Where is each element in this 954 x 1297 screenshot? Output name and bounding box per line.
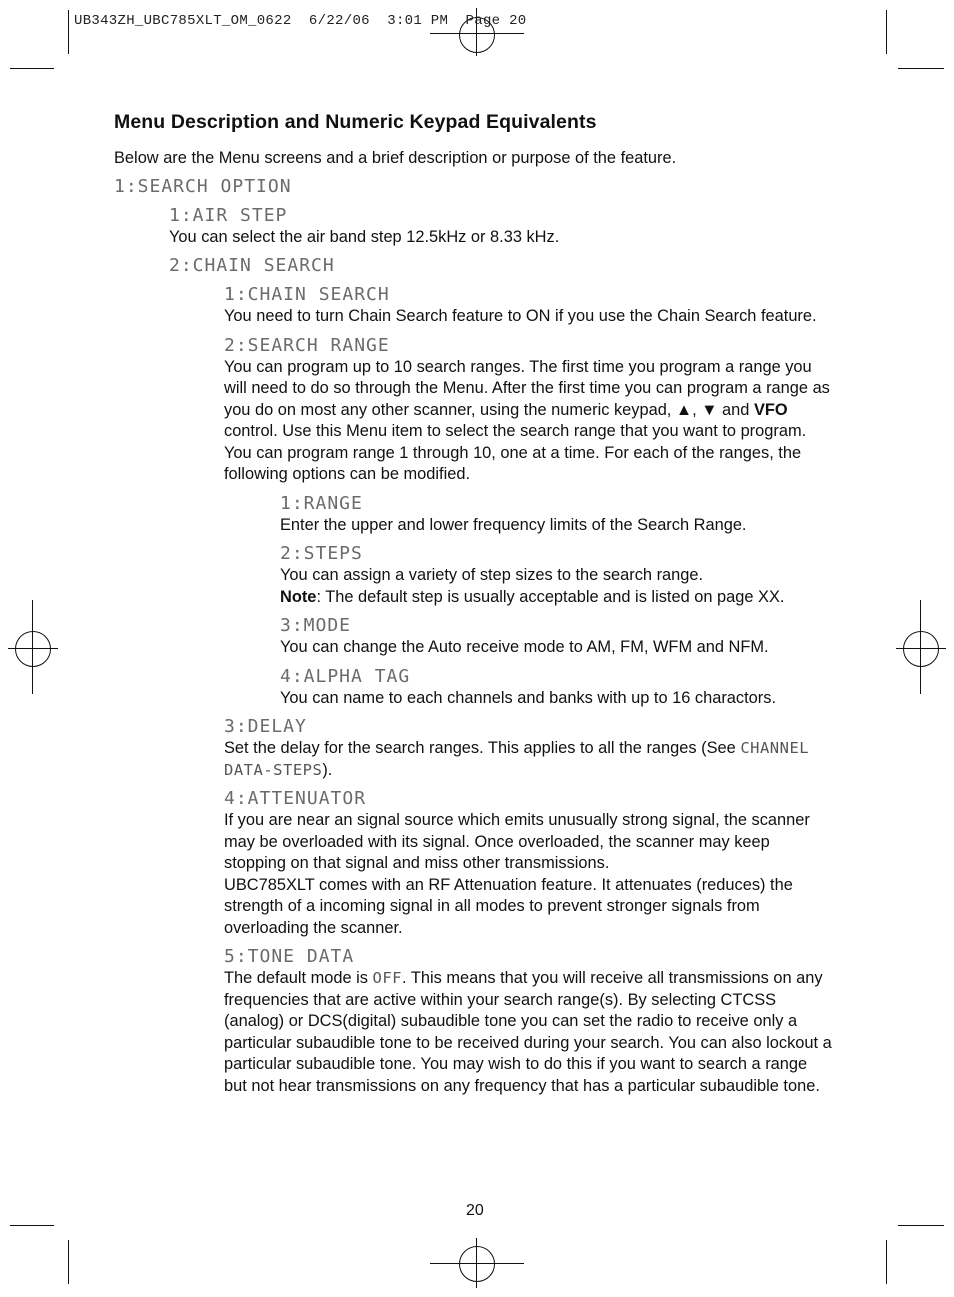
crop-mark (898, 1225, 944, 1226)
search-range-desc-a: You can program up to 10 search ranges. The first time you program a range you will need to do so through the Menu. After the first time you can program a range as you do on most any other scanner, using the numeric keypad, ▲, ▼ and (224, 357, 830, 419)
note-text: : The default step is usually acceptable and is listed on page XX. (316, 587, 785, 606)
crop-mark (886, 10, 887, 54)
vfo-label: VFO (753, 400, 788, 419)
note-label: Note (280, 587, 317, 606)
page-content (114, 111, 834, 1097)
menu-search-option: 1:SEARCH OPTION (114, 175, 292, 197)
registration-mark-line (920, 600, 921, 694)
intro-text: Below are the Menu screens and a brief description or purpose of the feature. (114, 149, 677, 167)
registration-mark-line (430, 33, 524, 34)
crop-mark (68, 1240, 69, 1284)
search-range-desc (224, 357, 834, 443)
registration-mark-line (896, 648, 946, 649)
menu-delay: 3:DELAY (224, 716, 307, 737)
crop-mark (10, 68, 54, 69)
steps-note (280, 587, 834, 609)
chain-search-desc: You need to turn Chain Search feature to ON if you use the Chain Search feature. (224, 307, 817, 325)
menu-alpha-tag: 4:ALPHA TAG (280, 665, 411, 687)
registration-mark-line (8, 648, 58, 649)
crop-mark (898, 68, 944, 69)
delay-desc-lcd: CHANNEL DATA-STEPS (224, 739, 810, 779)
tone-data-desc-lcd: OFF (372, 969, 403, 987)
page-number: 20 (466, 1202, 484, 1219)
menu-steps: 2:STEPS (280, 543, 363, 564)
menu-chain-search-sub: 1:CHAIN SEARCH (224, 284, 390, 305)
delay-desc (224, 738, 834, 781)
registration-mark (459, 1246, 495, 1282)
menu-mode: 3:MODE (280, 615, 352, 636)
menu-chain-search: 2:CHAIN SEARCH (169, 255, 335, 276)
tone-data-desc (224, 968, 834, 1097)
air-step-desc: You can select the air band step 12.5kHz or 8.33 kHz. (169, 227, 560, 246)
menu-attenuator: 4:ATTENUATOR (224, 788, 367, 809)
search-range-desc-2: You can program range 1 through 10, one at a time. For each of the ranges, the following options can be modified. (224, 443, 802, 483)
menu-air-step: 1:AIR STEP (169, 204, 288, 226)
search-range-desc-b: control. Use this Menu item to select the search range that you want to program. (224, 422, 807, 440)
mode-desc: You can change the Auto receive mode to AM, FM, WFM and NFM. (280, 638, 769, 656)
tone-data-desc-b: . This means that you will receive all transmissions on any frequencies that are active within your search range(s). By selecting CTCSS (analog) or DCS(digital) subaudible tone you can set the radio to receive only a particular subaudible tone to be received during your search. You can also lockout a particular subaudible tone. You may wish to do this if you want to search a range but not hear transmissions on any frequency that has a particular subaudible tone. (224, 969, 832, 1095)
crop-mark (10, 1225, 54, 1226)
registration-mark (15, 631, 51, 667)
steps-desc: You can assign a variety of step sizes to the search range. (280, 566, 704, 584)
print-slug: UB343ZH_UBC785XLT_OM_0622 6/22/06 3:01 PM Page 20 (74, 13, 527, 29)
tone-data-desc-a: The default mode is (224, 969, 373, 987)
registration-mark-line (430, 1263, 524, 1264)
alpha-tag-desc: You can name to each channels and banks with up to 16 charactors. (280, 688, 776, 707)
range-desc: Enter the upper and lower frequency limits of the Search Range. (280, 515, 747, 534)
attenuator-desc-2: UBC785XLT comes with an RF Attenuation feature. It attenuates (reduces) the strength of a incoming signal in all modes to prevent stronger signals from overloading the scanner. (224, 875, 793, 937)
crop-mark (886, 1240, 887, 1284)
menu-search-range: 2:SEARCH RANGE (224, 334, 390, 356)
delay-desc-a: Set the delay for the search ranges. This applies to all the ranges (See (224, 739, 741, 757)
page-title: Menu Description and Numeric Keypad Equivalents (114, 111, 597, 133)
crop-mark (68, 10, 69, 54)
menu-range: 1:RANGE (280, 492, 363, 514)
registration-mark-line (32, 600, 33, 694)
attenuator-desc-1: If you are near an signal source which emits unusually strong signal, the scanner may be overloaded with its signal. Once overloaded, the scanner may keep stopping on that signal and miss other transmissions. (224, 811, 810, 872)
registration-mark (903, 631, 939, 667)
delay-desc-b: ). (322, 760, 333, 779)
menu-tone-data: 5:TONE DATA (224, 946, 355, 967)
